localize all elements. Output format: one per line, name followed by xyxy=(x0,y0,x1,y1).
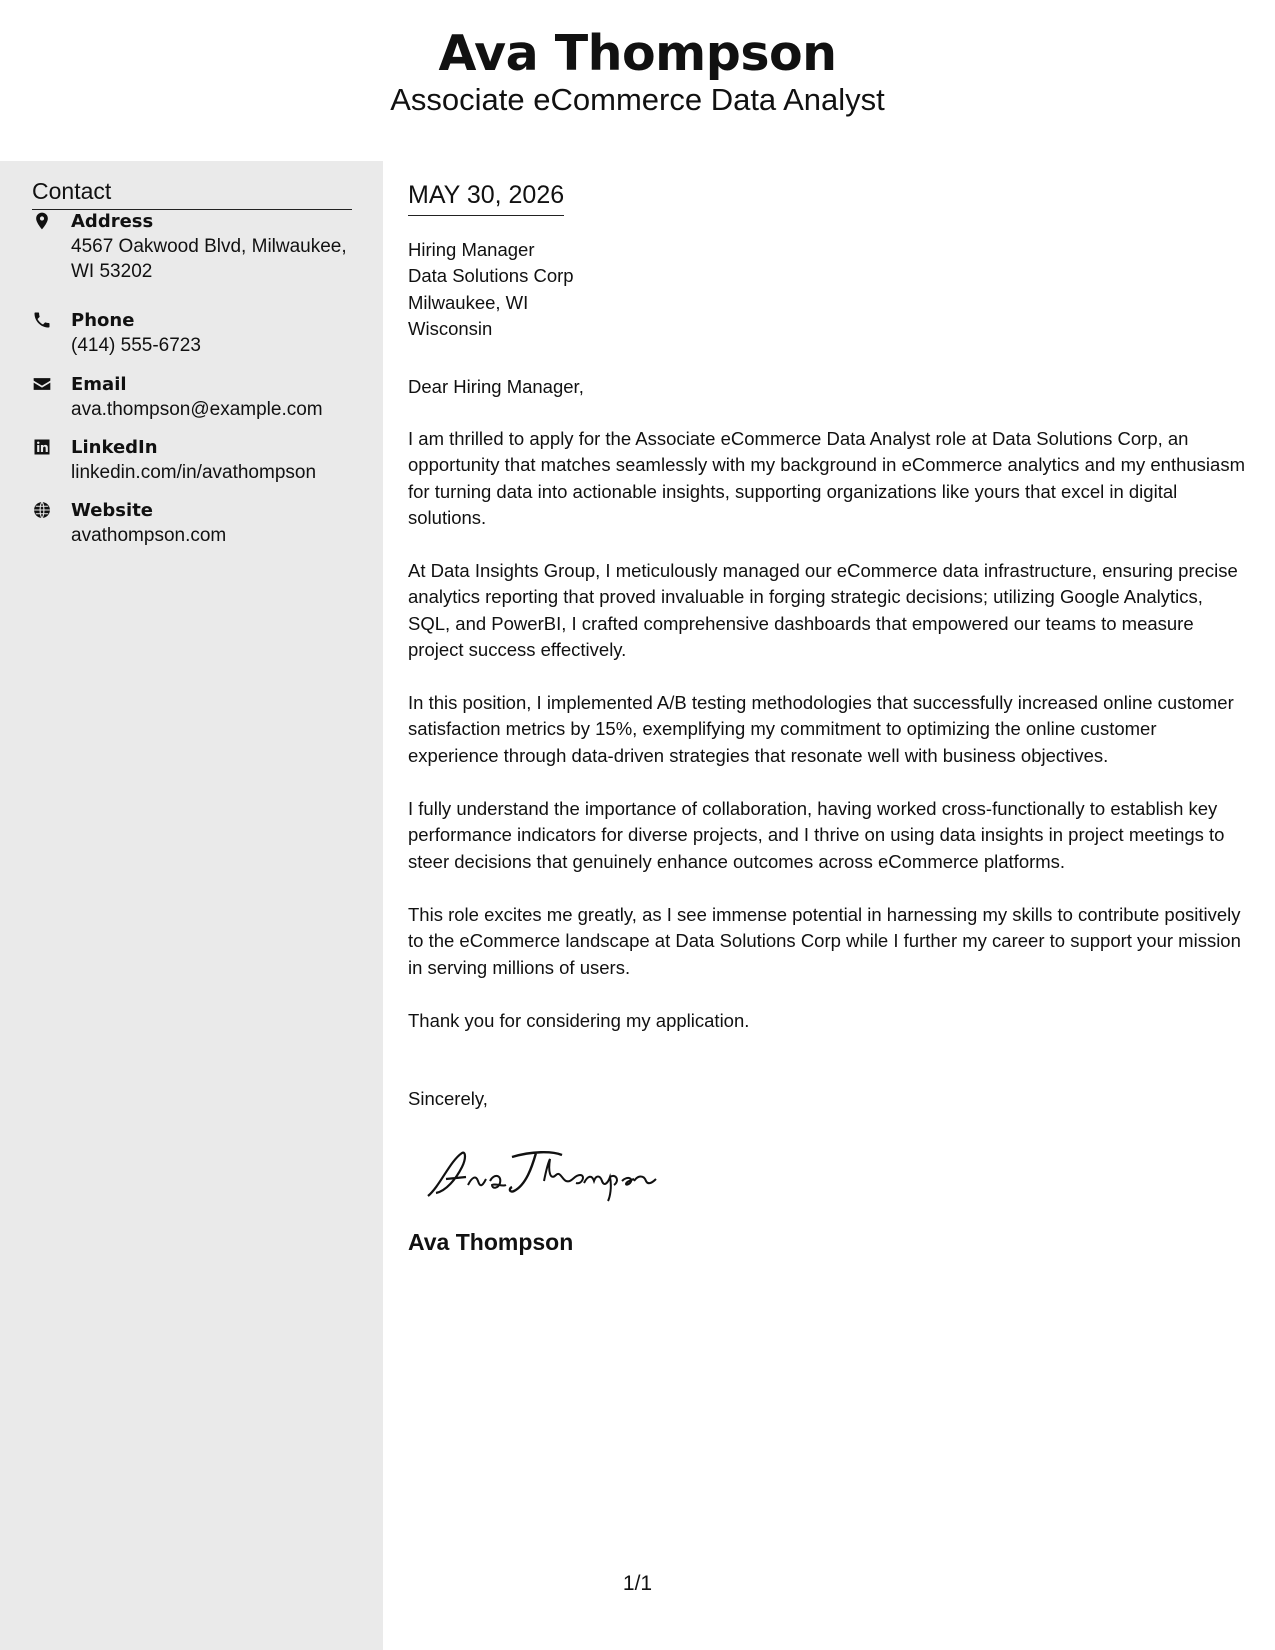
email-value: ava.thompson@example.com xyxy=(71,399,323,420)
linkedin-icon xyxy=(32,437,54,459)
page-number: 1/1 xyxy=(622,1572,653,1595)
contact-heading: Contact xyxy=(32,175,352,210)
letter-paragraph: I am thrilled to apply for the Associate eCommerce Data Analyst role at Data Solutions Corp, an opportunity that matches seamlessly with my background in eCommerce analytics and my enthusiasm for turning data into actionable insights, supporting organizations like yours that excel in digital solutions. xyxy=(408,428,1245,528)
letter-date: MAY 30, 2026 xyxy=(408,179,564,216)
resume-header xyxy=(0,0,1275,161)
linkedin-value[interactable]: linkedin.com/in/avathompson xyxy=(71,462,317,483)
linkedin-label: LinkedIn xyxy=(71,437,158,458)
email-label: Email xyxy=(71,374,127,395)
envelope-icon xyxy=(32,374,54,396)
contact-sidebar xyxy=(0,161,383,1650)
job-title: Associate eCommerce Data Analyst xyxy=(390,82,885,117)
address-label: Address xyxy=(71,211,154,232)
recipient-block xyxy=(408,237,574,342)
letter-paragraph: At Data Insights Group, I meticulously managed our eCommerce data infrastructure, ensuring precise analytics reporting that proved invaluable in forging strategic decisions; utilizing Google Analytics, SQL, and PowerBI, I crafted comprehensive dashboards that empowered our teams to measure project success effectively. xyxy=(408,560,1238,660)
salutation: Dear Hiring Manager, xyxy=(408,376,584,397)
letter-paragraph: In this position, I implemented A/B testing methodologies that successfully increased online customer satisfaction metrics by 15%, exemplifying my commitment to optimizing the online customer experience through data-driven strategies that resonate well with business objectives. xyxy=(408,692,1234,766)
signed-name: Ava Thompson xyxy=(408,1229,574,1255)
recipient-line: Hiring Manager xyxy=(408,239,535,260)
phone-label: Phone xyxy=(71,310,135,331)
closing-thanks: Thank you for considering my application. xyxy=(408,1010,750,1031)
recipient-line: Wisconsin xyxy=(408,317,493,339)
letter-paragraph: I fully understand the importance of collaboration, having worked cross-functionally to establish key performance indicators for diverse projects, and I thrive on using data insights in project meetings to steer decisions that genuinely enhance outcomes across eCommerce platforms. xyxy=(408,798,1225,872)
recipient-line: Milwaukee, WI xyxy=(408,291,529,313)
website-value[interactable]: avathompson.com xyxy=(71,525,227,546)
map-pin-icon xyxy=(32,211,54,233)
signature-image xyxy=(422,1141,662,1207)
phone-value: (414) 555-6723 xyxy=(71,335,201,356)
applicant-name: Ava Thompson xyxy=(438,25,837,82)
phone-icon xyxy=(32,310,54,332)
sign-off: Sincerely, xyxy=(408,1088,488,1109)
recipient-line: Data Solutions Corp xyxy=(408,265,574,287)
globe-icon xyxy=(32,500,54,522)
address-value: 4567 Oakwood Blvd, Milwaukee, WI 53202 xyxy=(71,236,347,282)
website-label: Website xyxy=(71,500,154,521)
letter-paragraph: This role excites me greatly, as I see immense potential in harnessing my skills to contribute positively to the eCommerce landscape at Data Solutions Corp while I further my career to support your mission in serving millions of users. xyxy=(408,904,1241,978)
